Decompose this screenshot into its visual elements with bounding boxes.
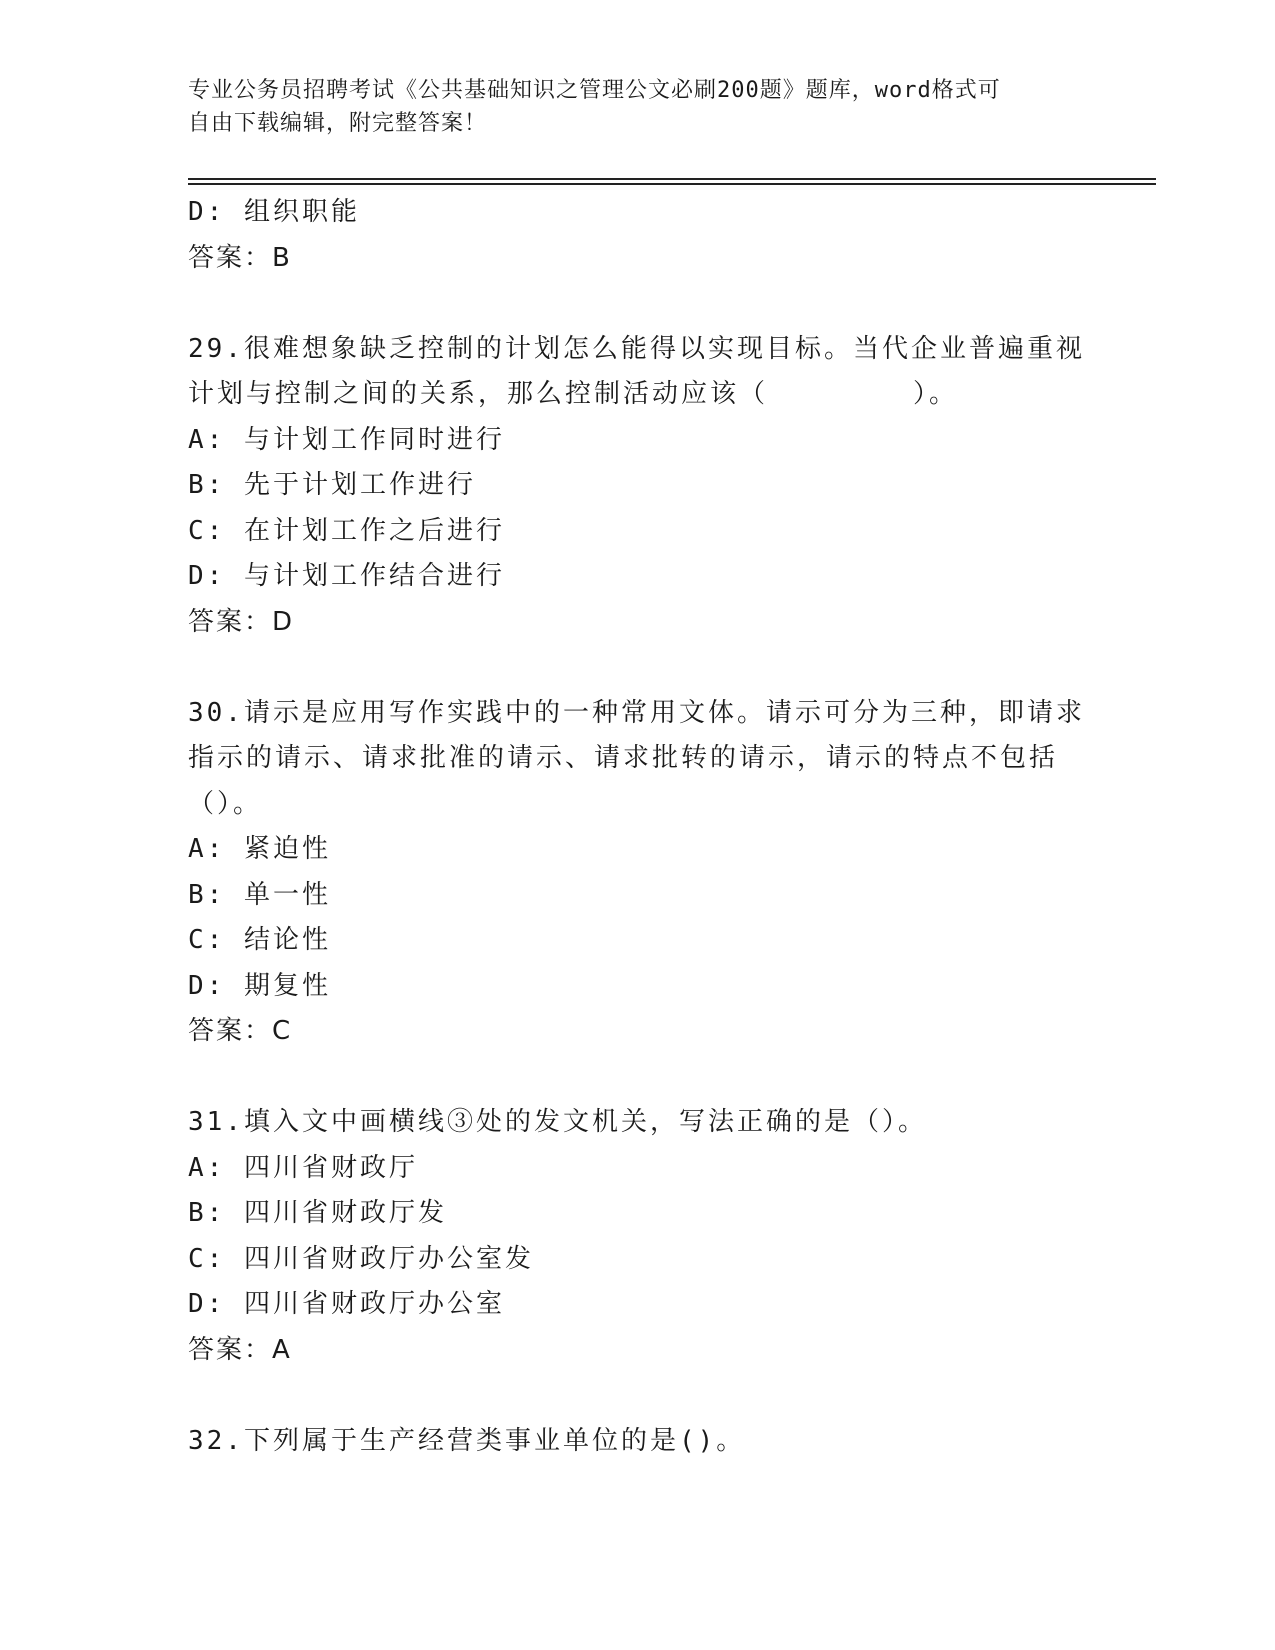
option-a: A: 四川省财政厅 [188,1152,418,1183]
answer-line: 答案：C [188,1016,293,1046]
header-divider-bottom [188,183,1156,185]
spacer [188,1055,1088,1101]
question-block [188,1419,1088,1465]
question-block [188,1100,1088,1373]
header-divider-top [188,178,1156,180]
option-c: C: 结论性 [188,925,331,955]
option-a: A: 与计划工作同时进行 [188,424,505,455]
spacer [188,281,1088,327]
question-text-line: （）。 [188,788,263,819]
question-block [188,327,1088,646]
option-b: B: 先于计划工作进行 [188,470,476,500]
option-a: A: 紧迫性 [188,834,331,864]
option-c: C: 在计划工作之后进行 [188,515,505,546]
answer-line: 答案：A [188,1334,292,1365]
spacer [188,1373,1088,1419]
question-text-line: 31.填入文中画横线③处的发文机关，写法正确的是（）。 [188,1107,927,1137]
option-d: D: 四川省财政厅办公室 [188,1289,505,1319]
option-d: D: 与计划工作结合进行 [188,561,505,591]
question-text-line: 计划与控制之间的关系，那么控制活动应该（ ）。 [188,379,959,409]
option-d: D: 期复性 [188,970,331,1001]
option-d: D: 组织职能 [188,197,360,227]
option-b: B: 单一性 [188,879,331,910]
question-text-line: 29.很难想象缺乏控制的计划怎么能得以实现目标。当代企业普遍重视 [188,333,1085,364]
spacer [188,645,1088,691]
option-c: C: 四川省财政厅办公室发 [188,1243,534,1274]
header-line-1: 专业公务员招聘考试《公共基础知识之管理公文必刷200题》题库，word格式可 [188,78,1001,103]
header-line-2: 自由下载编辑，附完整答案！ [188,111,488,136]
question-text-line: 指示的请示、请求批准的请示、请求批转的请示，请示的特点不包括 [188,743,1059,773]
question-text-line: 30.请示是应用写作实践中的一种常用文体。请示可分为三种，即请求 [188,697,1085,728]
document-header [188,74,1088,140]
option-b: B: 四川省财政厅发 [188,1198,447,1228]
question-text-line: 32.下列属于生产经营类事业单位的是()。 [188,1425,746,1456]
question-block [188,691,1088,1055]
answer-line: 答案：D [188,606,295,637]
answer-line: 答案：B [188,242,292,273]
question-content [188,190,1088,1464]
